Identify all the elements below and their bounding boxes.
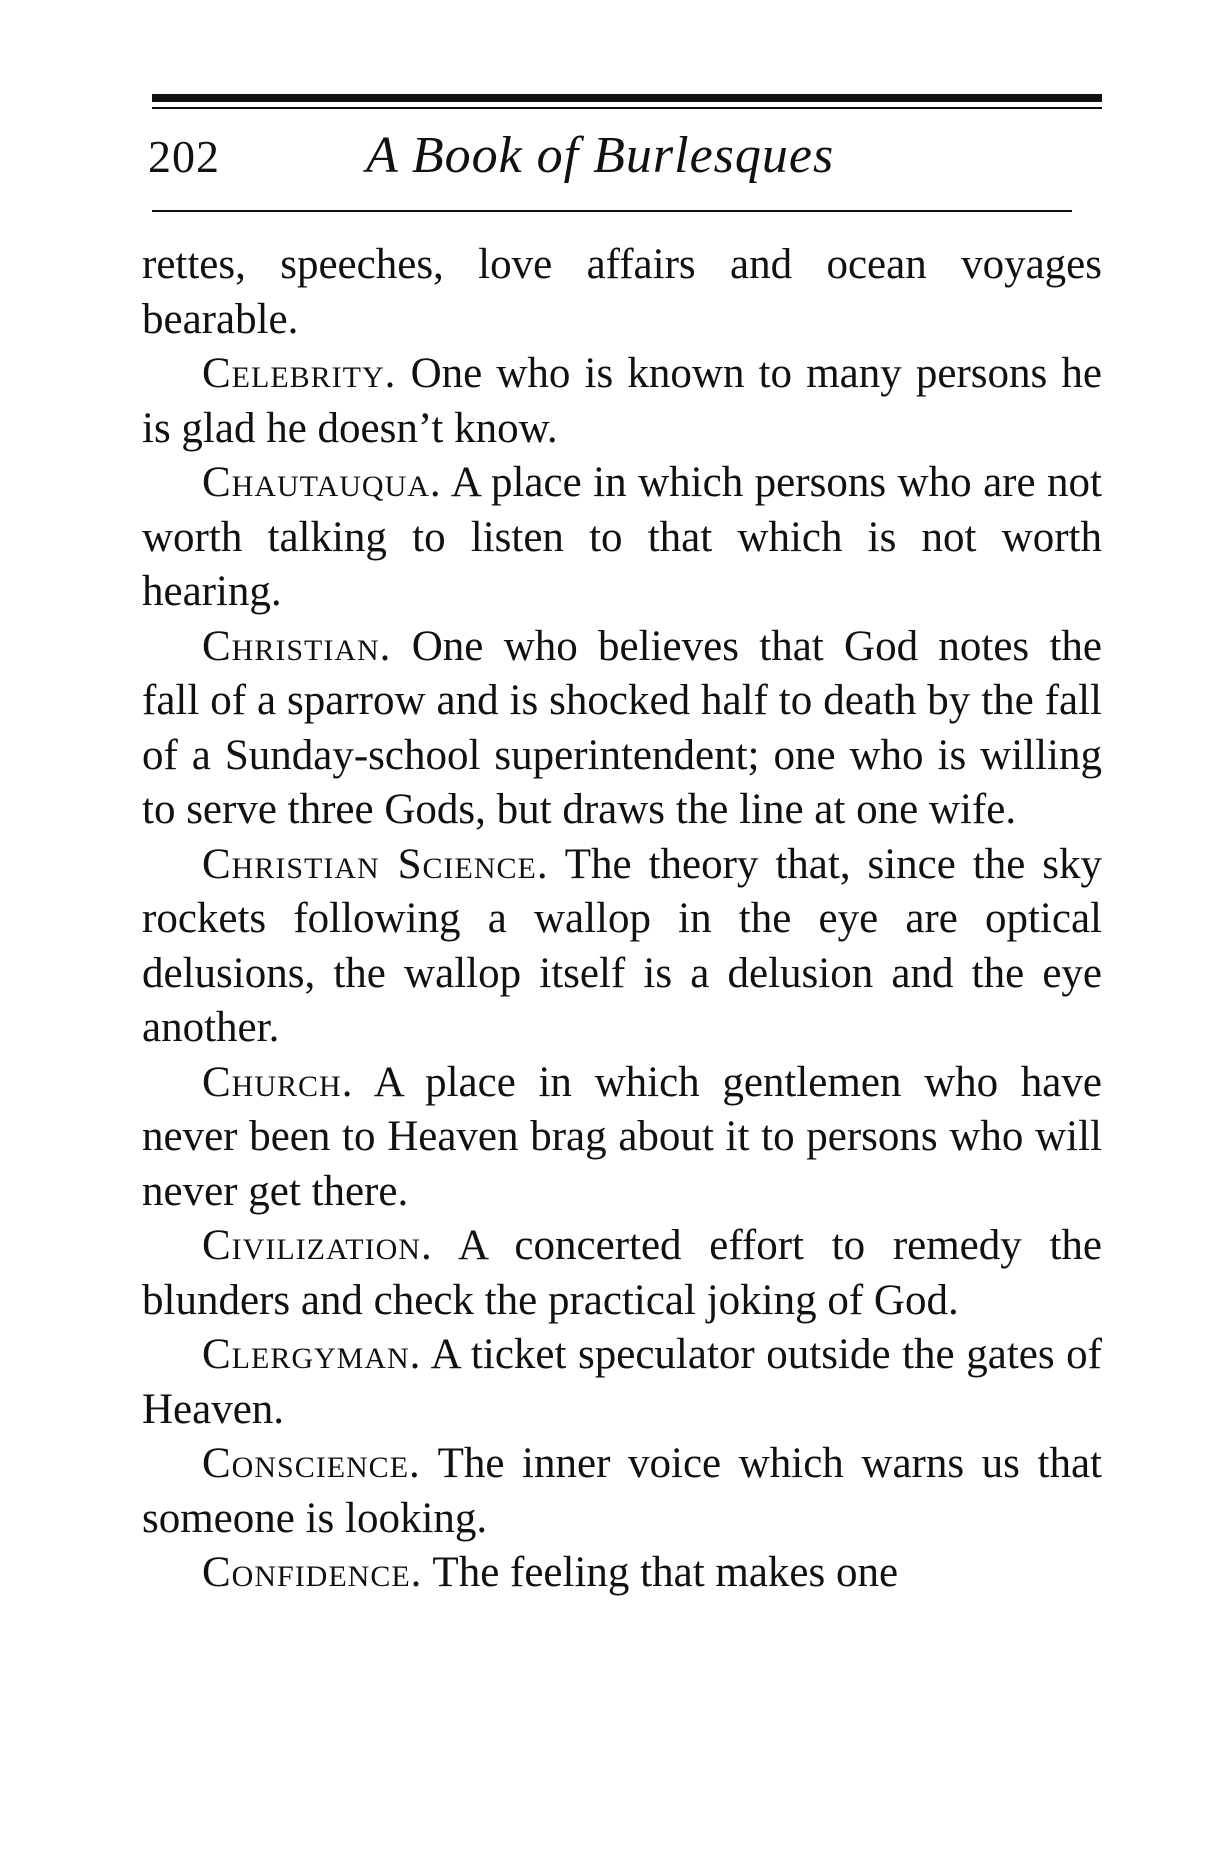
continued-paragraph: rettes, speeches, love affairs and ocean voyages bearable. — [142, 241, 1102, 343]
page-number: 202 — [148, 131, 220, 182]
entry-term: Christian Science. — [202, 840, 549, 888]
entry-term: Confidence. — [202, 1549, 423, 1596]
entry-christian-science — [142, 838, 1102, 1056]
entry-definition: The inner voice which warns us that someone is looking. — [142, 1440, 1102, 1542]
entry-definition: The theory that, since the sky rockets following a wallop in the eye are optical delusions, the wallop itself is a delusion and the eye another. — [142, 840, 1102, 1051]
entry-conscience — [142, 1437, 1102, 1546]
entry-term: Celebrity. — [202, 350, 397, 397]
entry-term: Church. — [202, 1058, 354, 1106]
entry-chautauqua — [142, 456, 1102, 620]
entry-term: Civilization. — [202, 1222, 433, 1269]
entry-definition: The feeling that makes one — [432, 1549, 899, 1596]
entry-definition: A place in which persons who are not worth talking to listen to that which is not worth hearing. — [142, 459, 1102, 615]
running-title: A Book of Burlesques — [366, 127, 835, 184]
running-header — [148, 118, 1108, 198]
glossary-text — [142, 238, 1102, 1601]
entry-definition: One who believes that God notes the fall of a sparrow and is shocked half to death by the fall of a Sunday-school superintendent; one who is willing to serve three Gods, but draws the line at one wife. — [142, 622, 1103, 833]
entry-church — [142, 1056, 1102, 1220]
entry-term: Conscience. — [202, 1440, 421, 1487]
entry-term: Clergyman. — [202, 1331, 422, 1378]
entry-definition: One who is known to many persons he is glad he doesn’t know. — [142, 350, 1102, 452]
header-top-rule-thick — [152, 94, 1102, 102]
entry-clergyman — [142, 1328, 1102, 1437]
entry-christian — [142, 620, 1102, 838]
entry-celebrity — [142, 347, 1102, 456]
entry-definition: A concerted effort to remedy the blunders and check the practical joking of God. — [142, 1222, 1102, 1324]
entry-confidence — [142, 1546, 1102, 1601]
header-bottom-rule — [152, 210, 1072, 212]
header-top-rule-thin — [152, 107, 1102, 109]
entry-term: Christian. — [202, 622, 392, 670]
entry-civilization — [142, 1219, 1102, 1328]
entry-term: Chautauqua. — [202, 459, 442, 506]
entry-definition: A ticket speculator outside the gates of Heaven. — [142, 1331, 1102, 1433]
entry-definition: A place in which gentlemen who have never been to Heaven brag about it to persons who will never get there. — [142, 1058, 1102, 1215]
